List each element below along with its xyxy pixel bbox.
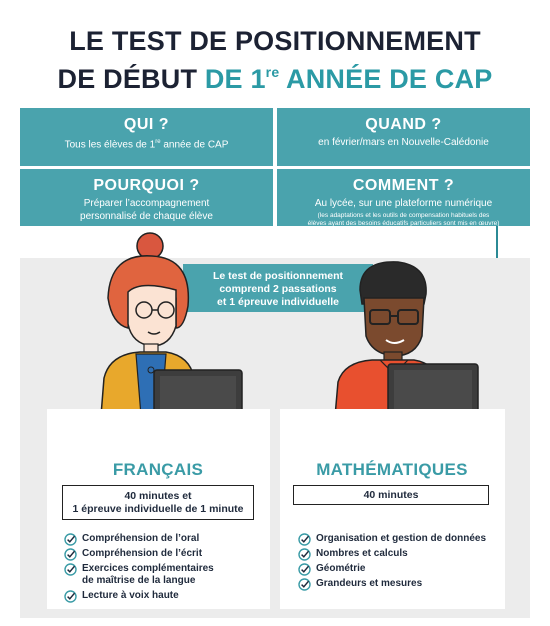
qui-sup: re xyxy=(155,139,161,145)
page-title xyxy=(0,26,550,95)
check-circle-icon xyxy=(64,563,77,576)
list-item xyxy=(298,578,508,590)
francais-duration-line-1: 40 minutes et xyxy=(124,490,192,502)
comment-heading: COMMENT ? xyxy=(352,177,455,194)
title-sup: re xyxy=(265,64,280,80)
maths-duration: 40 minutes xyxy=(293,485,489,505)
francais-item-1: Compréhension de l’oral xyxy=(82,533,200,544)
banner-line-3: et 1 épreuve individuelle xyxy=(217,296,339,308)
title-prefix: DE DÉBUT xyxy=(57,64,205,94)
comment-small-1: (les adaptations et les outils de compensation habituels des xyxy=(317,212,490,219)
title-line-1: LE TEST DE POSITIONNEMENT xyxy=(69,26,481,56)
francais-item-3a: Exercices complémentaires xyxy=(82,563,214,574)
list-item xyxy=(64,533,264,545)
qui-heading: QUI ? xyxy=(123,116,170,133)
banner-line-2: comprend 2 passations xyxy=(219,283,337,295)
box-comment xyxy=(277,169,530,226)
title-teal-b: ANNÉE DE CAP xyxy=(279,64,493,94)
list-item xyxy=(298,548,508,560)
title-teal xyxy=(205,64,493,94)
maths-item-3: Géométrie xyxy=(316,563,366,574)
list-item xyxy=(298,563,508,575)
qui-text-b: année de CAP xyxy=(160,139,229,151)
box-qui xyxy=(20,108,273,166)
francais-duration xyxy=(62,485,254,520)
list-item xyxy=(64,563,264,587)
quand-heading: QUAND ? xyxy=(365,116,442,133)
francais-item-3b: de maîtrise de la langue xyxy=(82,575,196,586)
pourquoi-heading: POURQUOI ? xyxy=(93,177,200,194)
francais-title: FRANÇAIS xyxy=(112,460,204,479)
check-circle-icon xyxy=(298,533,311,546)
box-pourquoi xyxy=(20,169,273,226)
list-item xyxy=(64,548,264,560)
qui-text-a: Tous les élèves de 1 xyxy=(64,139,156,151)
title-line-2 xyxy=(0,57,550,95)
check-circle-icon xyxy=(298,563,311,576)
francais-list xyxy=(64,533,264,605)
info-grid xyxy=(20,108,530,226)
check-circle-icon xyxy=(298,548,311,561)
check-circle-icon xyxy=(64,533,77,546)
francais-duration-line-2: 1 épreuve individuelle de 1 minute xyxy=(72,503,244,515)
check-circle-icon xyxy=(64,548,77,561)
maths-item-1: Organisation et gestion de données xyxy=(316,533,487,544)
list-item xyxy=(64,590,264,602)
banner-line-1: Le test de positionnement xyxy=(212,270,344,282)
comment-small-2: élèves ayant des besoins éducatifs particuliers sont mis en œuvre) xyxy=(307,220,500,227)
comment-line-1: Au lycée, sur une plateforme numérique xyxy=(314,198,493,209)
maths-item-4: Grandeurs et mesures xyxy=(316,578,423,589)
quand-text: en février/mars en Nouvelle-Calédonie xyxy=(318,137,489,148)
check-circle-icon xyxy=(298,578,311,591)
qui-text xyxy=(20,136,273,151)
maths-title: MATHÉMATIQUES xyxy=(316,460,468,479)
list-item xyxy=(298,533,508,545)
francais-item-4: Lecture à voix haute xyxy=(82,590,179,601)
francais-item-2: Compréhension de l’écrit xyxy=(82,548,203,559)
maths-item-2: Nombres et calculs xyxy=(316,548,408,559)
pourquoi-line-2: personnalisé de chaque élève xyxy=(80,211,213,222)
title-teal-a: DE 1 xyxy=(204,64,266,94)
maths-list xyxy=(298,533,508,593)
box-quand xyxy=(277,108,530,166)
pourquoi-line-1: Préparer l’accompagnement xyxy=(83,198,210,209)
check-circle-icon xyxy=(64,590,77,603)
